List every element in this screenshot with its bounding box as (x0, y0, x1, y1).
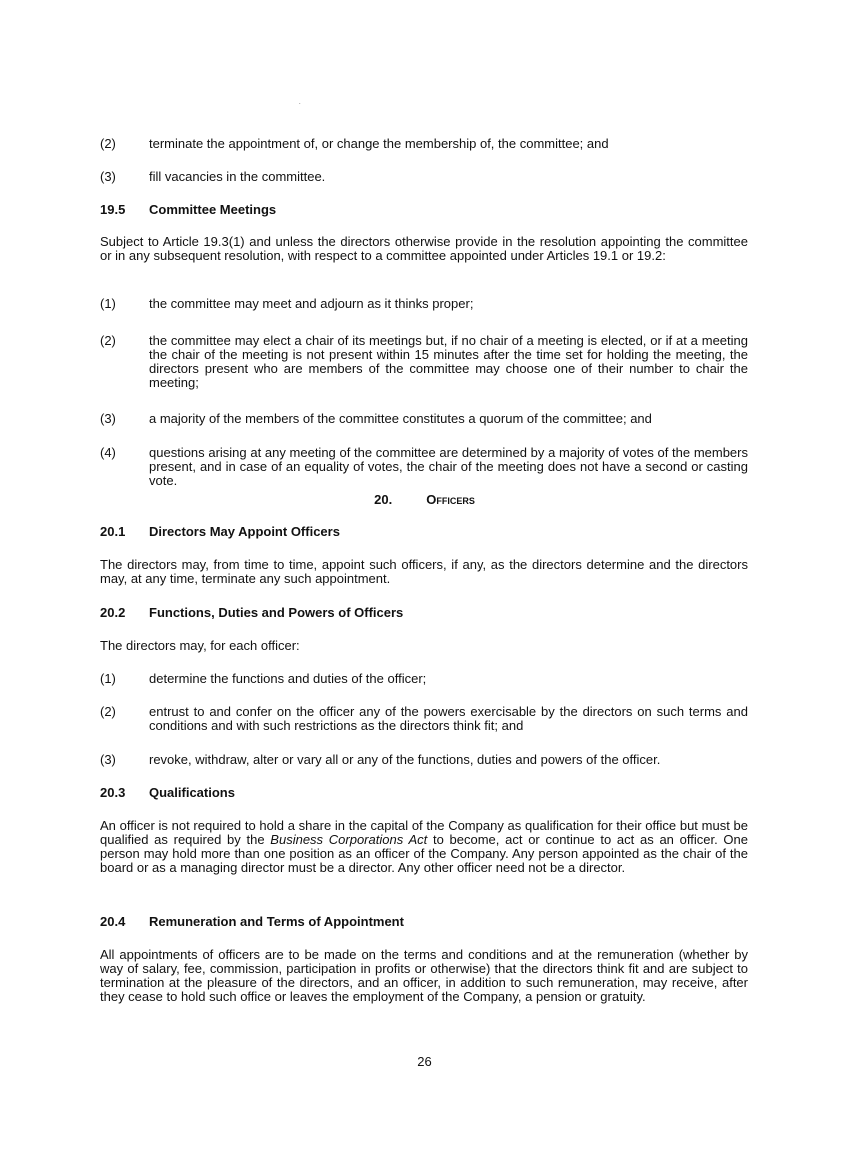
paragraph: All appointments of officers are to be made on the terms and conditions and at the remuneration (whether by way of salary, fee, commission, participation in profits or otherwise) that the directors think fit and are subject to termination at the pleasure of the directors, and an officer, in addition to such remuneration, may receive, after they cease to hold such office or leaves the employment of the Company, a pension or gratuity. (100, 947, 748, 1004)
heading-number: 19.5 (100, 202, 126, 217)
list-item (100, 705, 748, 733)
section-title-20 (0, 493, 849, 507)
list-item (100, 672, 748, 686)
heading-title: Functions, Duties and Powers of Officers (149, 605, 404, 620)
list-item (100, 137, 748, 151)
section-heading-20-4 (100, 915, 404, 929)
heading-title: Committee Meetings (149, 202, 277, 217)
heading-title: Remuneration and Terms of Appointment (149, 914, 404, 929)
heading-number: 20.4 (100, 914, 126, 929)
item-text: terminate the appointment of, or change the membership of, the committee; and (149, 136, 609, 151)
heading-title: Directors May Appoint Officers (149, 524, 340, 539)
qualifications-text-1: An officer is not required to hold a share in the capital of the Company as qualification for their office but must be qualified as required by the (100, 818, 748, 847)
item-number: (2) (100, 136, 116, 151)
item-number: (1) (100, 296, 116, 311)
item-number: (3) (100, 752, 116, 767)
section-heading-19-5 (100, 203, 276, 217)
list-item (100, 297, 748, 311)
heading-number: 20.3 (100, 785, 126, 800)
section-heading-20-1 (100, 525, 340, 539)
item-text: determine the functions and duties of the officer; (149, 671, 427, 686)
paragraph (100, 819, 748, 875)
act-name: Business Corporations Act (270, 832, 428, 847)
paragraph: The directors may, for each officer: (100, 638, 300, 653)
item-number: (2) (100, 704, 116, 719)
item-text: entrust to and confer on the officer any of the powers exercisable by the directors on such terms and conditions and with such restrictions as the directors think fit; and (149, 704, 748, 733)
section-heading-20-2 (100, 606, 403, 620)
list-item (100, 334, 748, 390)
item-text: the committee may meet and adjourn as it thinks proper; (149, 296, 474, 311)
qualifications-text-2: to become, act or continue to act as an officer. One person may hold more than one position as an officer of the Company. Any person appointed as the chair of the board or as a managing director must be a director. Any other officer need not be a director. (100, 832, 748, 875)
paragraph: The directors may, from time to time, appoint such officers, if any, as the directors determine and the directors may, at any time, terminate any such appointment. (100, 557, 748, 586)
list-item (100, 446, 748, 488)
section-number: 20. (374, 492, 393, 507)
item-number: (3) (100, 169, 116, 184)
heading-number: 20.2 (100, 605, 126, 620)
item-number: (4) (100, 445, 116, 460)
heading-title: Qualifications (149, 785, 235, 800)
item-text: fill vacancies in the committee. (149, 169, 326, 184)
item-text: a majority of the members of the committee constitutes a quorum of the committee; and (149, 411, 652, 426)
heading-number: 20.1 (100, 524, 126, 539)
list-item (100, 753, 748, 767)
item-text: revoke, withdraw, alter or vary all or any of the functions, duties and powers of the officer. (149, 752, 661, 767)
item-number: (3) (100, 411, 116, 426)
item-number: (2) (100, 333, 116, 348)
item-text: the committee may elect a chair of its meetings but, if no chair of a meeting is elected, or if at a meeting the chair of the meeting is not present within 15 minutes after the time set for holding the meeting, the directors present who are members of the committee may choose one of their number to chair the meeting; (149, 333, 748, 390)
list-item (100, 170, 748, 184)
item-number: (1) (100, 671, 116, 686)
item-text: questions arising at any meeting of the committee are determined by a majority of votes of the members present, and in case of an equality of votes, the chair of the meeting does not have a second or casting vote. (149, 445, 748, 488)
paragraph: Subject to Article 19.3(1) and unless the directors otherwise provide in the resolution appointing the committee or in any subsequent resolution, with respect to a committee appointed under Articles 19.1 or 19.2: (100, 234, 748, 263)
section-name: Officers (426, 492, 475, 507)
page-number: 26 (417, 1054, 432, 1069)
stray-mark: . (299, 100, 301, 106)
section-heading-20-3 (100, 786, 235, 800)
list-item (100, 412, 748, 426)
